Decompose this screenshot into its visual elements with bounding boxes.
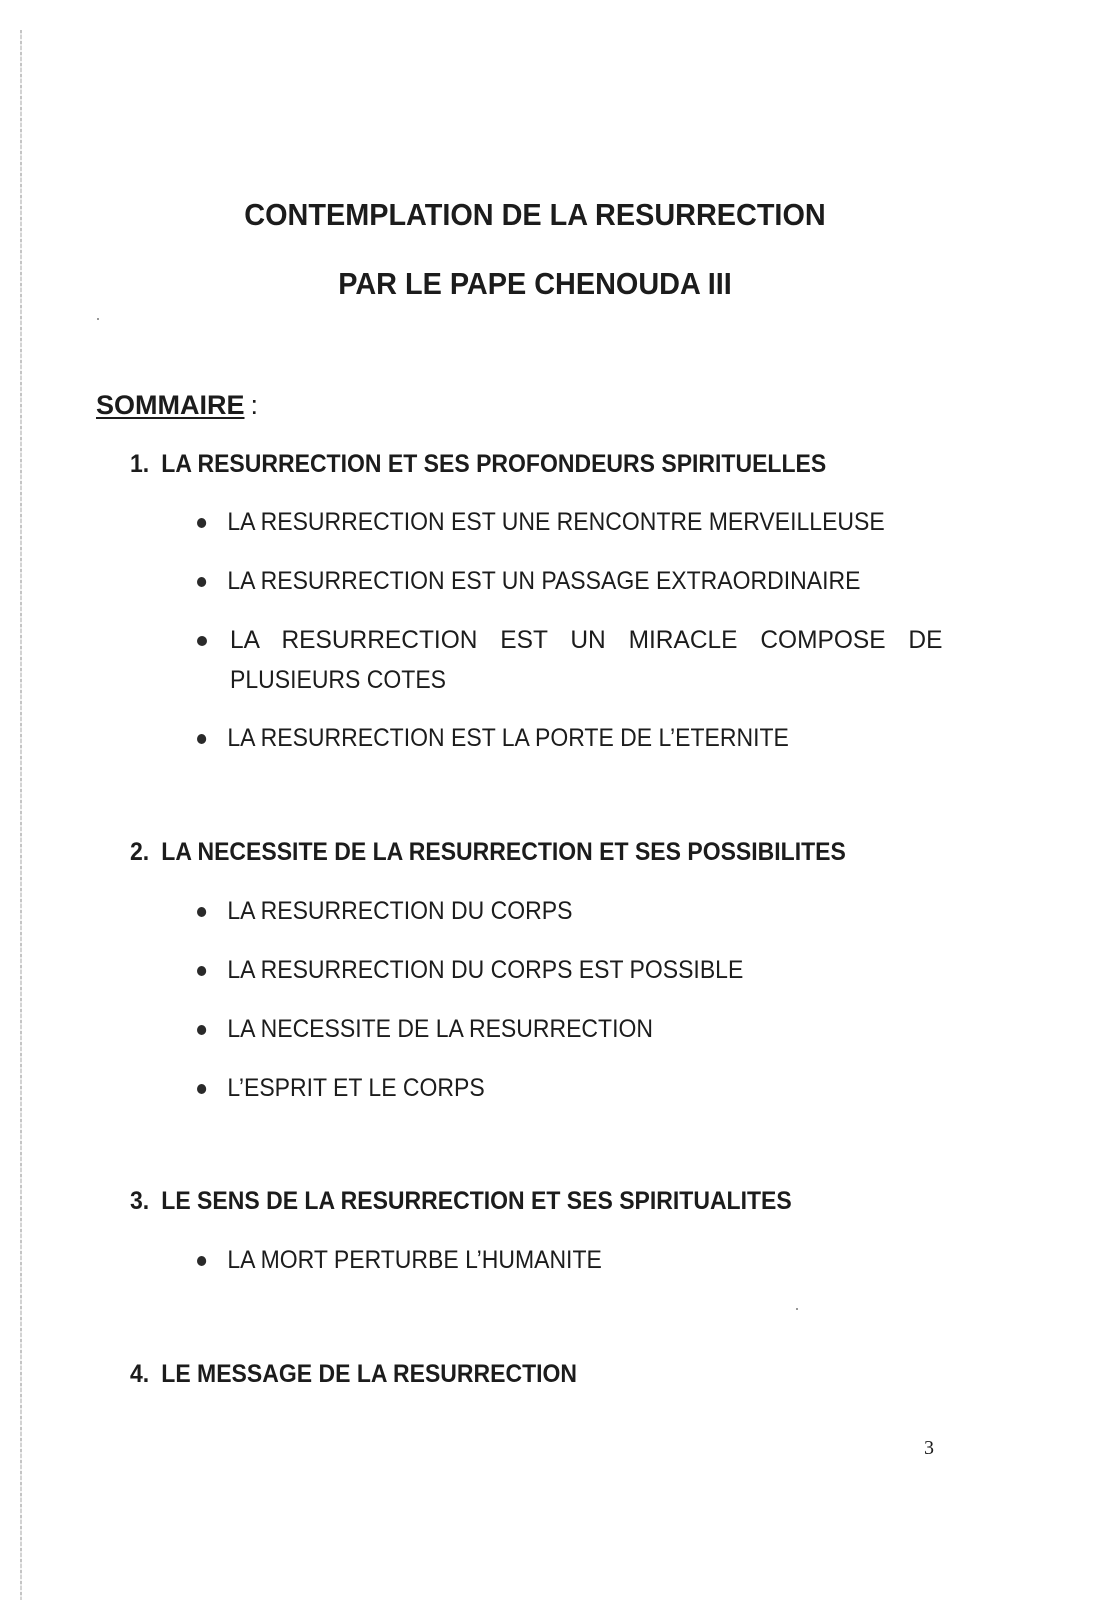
bullet-icon	[197, 636, 207, 646]
list-item-text-line-1: LA RESURRECTION EST UN MIRACLE COMPOSE DE	[230, 626, 943, 654]
section-number: 2.	[130, 838, 150, 866]
section-number: 4.	[130, 1360, 150, 1388]
summary-label: SOMMAIRE	[96, 390, 245, 420]
list-item	[197, 1015, 653, 1044]
scan-speck	[796, 1308, 798, 1310]
list-item-text: LA MORT PERTURBE L’HUMANITE	[227, 1246, 602, 1274]
section-title: LE MESSAGE DE LA RESURRECTION	[161, 1360, 578, 1388]
list-item	[197, 567, 860, 596]
section-title: LA RESURRECTION ET SES PROFONDEURS SPIRITUELLES	[161, 450, 827, 478]
section-heading	[130, 1360, 577, 1389]
document-title: CONTEMPLATION DE LA RESURRECTION	[244, 197, 826, 232]
scan-edge-artifact	[20, 30, 22, 1600]
section-heading	[130, 838, 846, 867]
page-number: 3	[924, 1437, 934, 1459]
list-item	[197, 897, 572, 926]
list-item-text: LA RESURRECTION DU CORPS EST POSSIBLE	[227, 956, 744, 984]
list-item	[197, 1074, 485, 1103]
summary-heading	[96, 390, 258, 421]
list-item-text: L’ESPRIT ET LE CORPS	[227, 1074, 485, 1102]
list-item-text: LA RESURRECTION DU CORPS	[227, 897, 573, 925]
section-heading	[130, 450, 826, 479]
bullet-icon	[197, 1256, 206, 1266]
list-item-text: LA RESURRECTION EST UNE RENCONTRE MERVEILLEUSE	[227, 508, 885, 536]
bullet-icon	[197, 1025, 206, 1035]
bullet-icon	[197, 577, 206, 587]
list-item-text-line-2: PLUSIEURS COTES	[230, 666, 446, 694]
bullet-icon	[197, 734, 206, 744]
list-item	[197, 620, 957, 700]
section-number: 1.	[130, 450, 150, 478]
list-item-text: LA RESURRECTION EST UN PASSAGE EXTRAORDINAIRE	[227, 567, 861, 595]
bullet-icon	[197, 1084, 206, 1094]
bullet-icon	[197, 966, 206, 976]
list-item	[197, 1246, 602, 1275]
list-item	[197, 508, 885, 537]
list-item-text: LA RESURRECTION EST LA PORTE DE L’ETERNITE	[227, 724, 789, 752]
bullet-icon	[197, 907, 206, 917]
section-title: LA NECESSITE DE LA RESURRECTION ET SES POSSIBILITES	[161, 838, 846, 866]
bullet-icon	[197, 518, 206, 528]
list-item	[197, 956, 743, 985]
section-heading	[130, 1187, 792, 1216]
scan-speck	[97, 318, 99, 320]
section-title: LE SENS DE LA RESURRECTION ET SES SPIRITUALITES	[161, 1187, 792, 1215]
section-number: 3.	[130, 1187, 150, 1215]
document-subtitle: PAR LE PAPE CHENOUDA III	[338, 266, 732, 301]
list-item-text: LA NECESSITE DE LA RESURRECTION	[227, 1015, 653, 1043]
list-item	[197, 724, 789, 753]
summary-colon: :	[250, 390, 259, 420]
